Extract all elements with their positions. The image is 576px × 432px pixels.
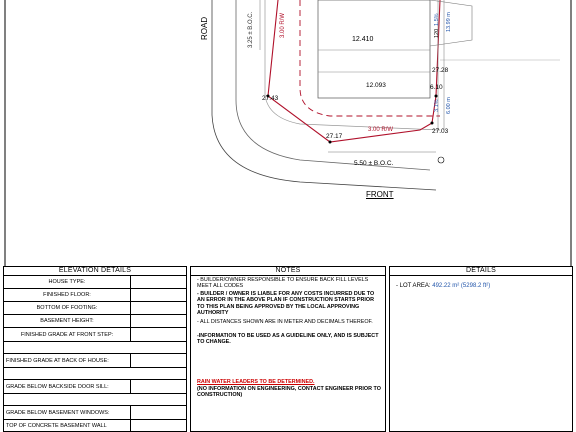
- finished-grade-front-value[interactable]: [130, 328, 186, 341]
- elevation-row-spacer: [4, 342, 186, 354]
- setback-dashed-line: [300, 0, 440, 116]
- lot-area-value: 492.22 m² (5298.2 ft²): [432, 283, 491, 289]
- dim-side-label-2: 13.99 m: [446, 12, 452, 32]
- details-title: DETAILS: [390, 267, 572, 276]
- top-of-concrete-wall-label: TOP OF CONCRETE BASEMENT WALL: [6, 423, 107, 429]
- elevation-row: [4, 406, 186, 420]
- note-item: -INFORMATION TO BE USED AS A GUIDELINE ONLY, AND IS SUBJECT TO CHANGE.: [197, 333, 379, 346]
- elevation-details-panel: [3, 266, 187, 432]
- setback-front-label: 5.50 ± B.O.C.: [354, 160, 394, 167]
- house-type-label: HOUSE TYPE:: [48, 279, 86, 285]
- dim-side-label-6: 6.00 m: [446, 97, 452, 114]
- rw-bottom-label: 3.00 R/W: [368, 127, 394, 133]
- finished-grade-back-label: FINISHED GRADE AT BACK OF HOUSE:: [6, 357, 109, 364]
- house-type-value[interactable]: [130, 276, 186, 288]
- elevation-row: [4, 354, 186, 368]
- elevation-row: [4, 302, 186, 315]
- notes-title: NOTES: [191, 267, 385, 276]
- rw-top-label: 3.00 R/W: [280, 12, 286, 38]
- road-label: ROAD: [200, 16, 209, 40]
- dim-side-label-3: 120: [434, 28, 440, 38]
- elevation-row: [4, 276, 186, 289]
- grade-below-windows-value[interactable]: [130, 406, 186, 419]
- basement-height-label: BASEMENT HEIGHT:: [40, 318, 94, 324]
- survey-marker-icon: [438, 157, 444, 163]
- finished-grade-back-value[interactable]: [130, 354, 186, 367]
- elevation-label-3: 27.28: [432, 67, 449, 74]
- elevation-row: [4, 420, 186, 432]
- grade-below-windows-label: GRADE BELOW BASEMENT WINDOWS:: [6, 409, 110, 416]
- elevation-row: [4, 380, 186, 394]
- sidewalk-line: [265, 0, 440, 130]
- note-item: - BUILDER/OWNER RESPONSIBLE TO ENSURE BACK FILL LEVELS MEET ALL CODES: [197, 277, 369, 290]
- property-line: [268, 0, 440, 142]
- lot-area-label: - LOT AREA:: [396, 283, 431, 289]
- elevation-row: [4, 289, 186, 302]
- notes-panel: [190, 266, 386, 432]
- finished-floor-value[interactable]: [130, 289, 186, 301]
- elevation-details-title: ELEVATION DETAILS: [4, 267, 186, 276]
- bottom-of-footing-value[interactable]: [130, 302, 186, 314]
- lot-width-label-1: 12.410: [352, 36, 374, 43]
- bottom-of-footing-label: BOTTOM OF FOOTING:: [36, 305, 98, 311]
- lot-area-line: [396, 283, 490, 289]
- elevation-row-spacer: [4, 394, 186, 406]
- elevation-row-spacer: [4, 368, 186, 380]
- note-item: - BUILDER / OWNER IS LIABLE FOR ANY COSTS INCURRED DUE TO AN ERROR IN THE ABOVE PLAN IF CONSTRUCTION STARTS PRIOR TO THIS PLAN BEING APPROVED BY THE LOCAL APPROVING AUTHORITY: [197, 291, 375, 317]
- elevation-row: [4, 315, 186, 328]
- elevation-row: [4, 328, 186, 342]
- elevation-label-1: 27.43: [262, 95, 279, 102]
- finished-floor-label: FINISHED FLOOR:: [43, 292, 91, 298]
- grade-below-door-sill-label: GRADE BELOW BACKSIDE DOOR SILL:: [6, 383, 109, 390]
- elevation-label-2: 27.17: [326, 133, 343, 140]
- dim-side-label-4: 6.10: [430, 84, 443, 91]
- note-item: - ALL DISTANCES SHOWN ARE IN METER AND DECIMALS THEREOF.: [197, 319, 373, 325]
- dim-side-label-1: 1.5%: [434, 13, 440, 26]
- top-of-concrete-wall-value[interactable]: [130, 420, 186, 432]
- front-label: FRONT: [366, 190, 394, 199]
- lot-width-label-2: 12.093: [366, 82, 386, 89]
- basement-height-value[interactable]: [130, 315, 186, 327]
- finished-grade-front-label: FINISHED GRADE AT FRONT STEP:: [20, 331, 114, 338]
- setback-side-label: 3.25 ± B.O.C.: [248, 11, 254, 48]
- details-panel: [389, 266, 573, 432]
- rain-water-note: RAIN WATER LEADERS TO BE DETERMINED.: [197, 379, 315, 385]
- rain-water-subnote: (NO INFORMATION ON ENGINEERING, CONTACT ENGINEER PRIOR TO CONSTRUCTION): [197, 386, 381, 399]
- grade-below-door-sill-value[interactable]: [130, 380, 186, 393]
- elevation-label-4: 27.03: [432, 128, 449, 135]
- dim-side-label-5: 3.1%: [434, 99, 440, 112]
